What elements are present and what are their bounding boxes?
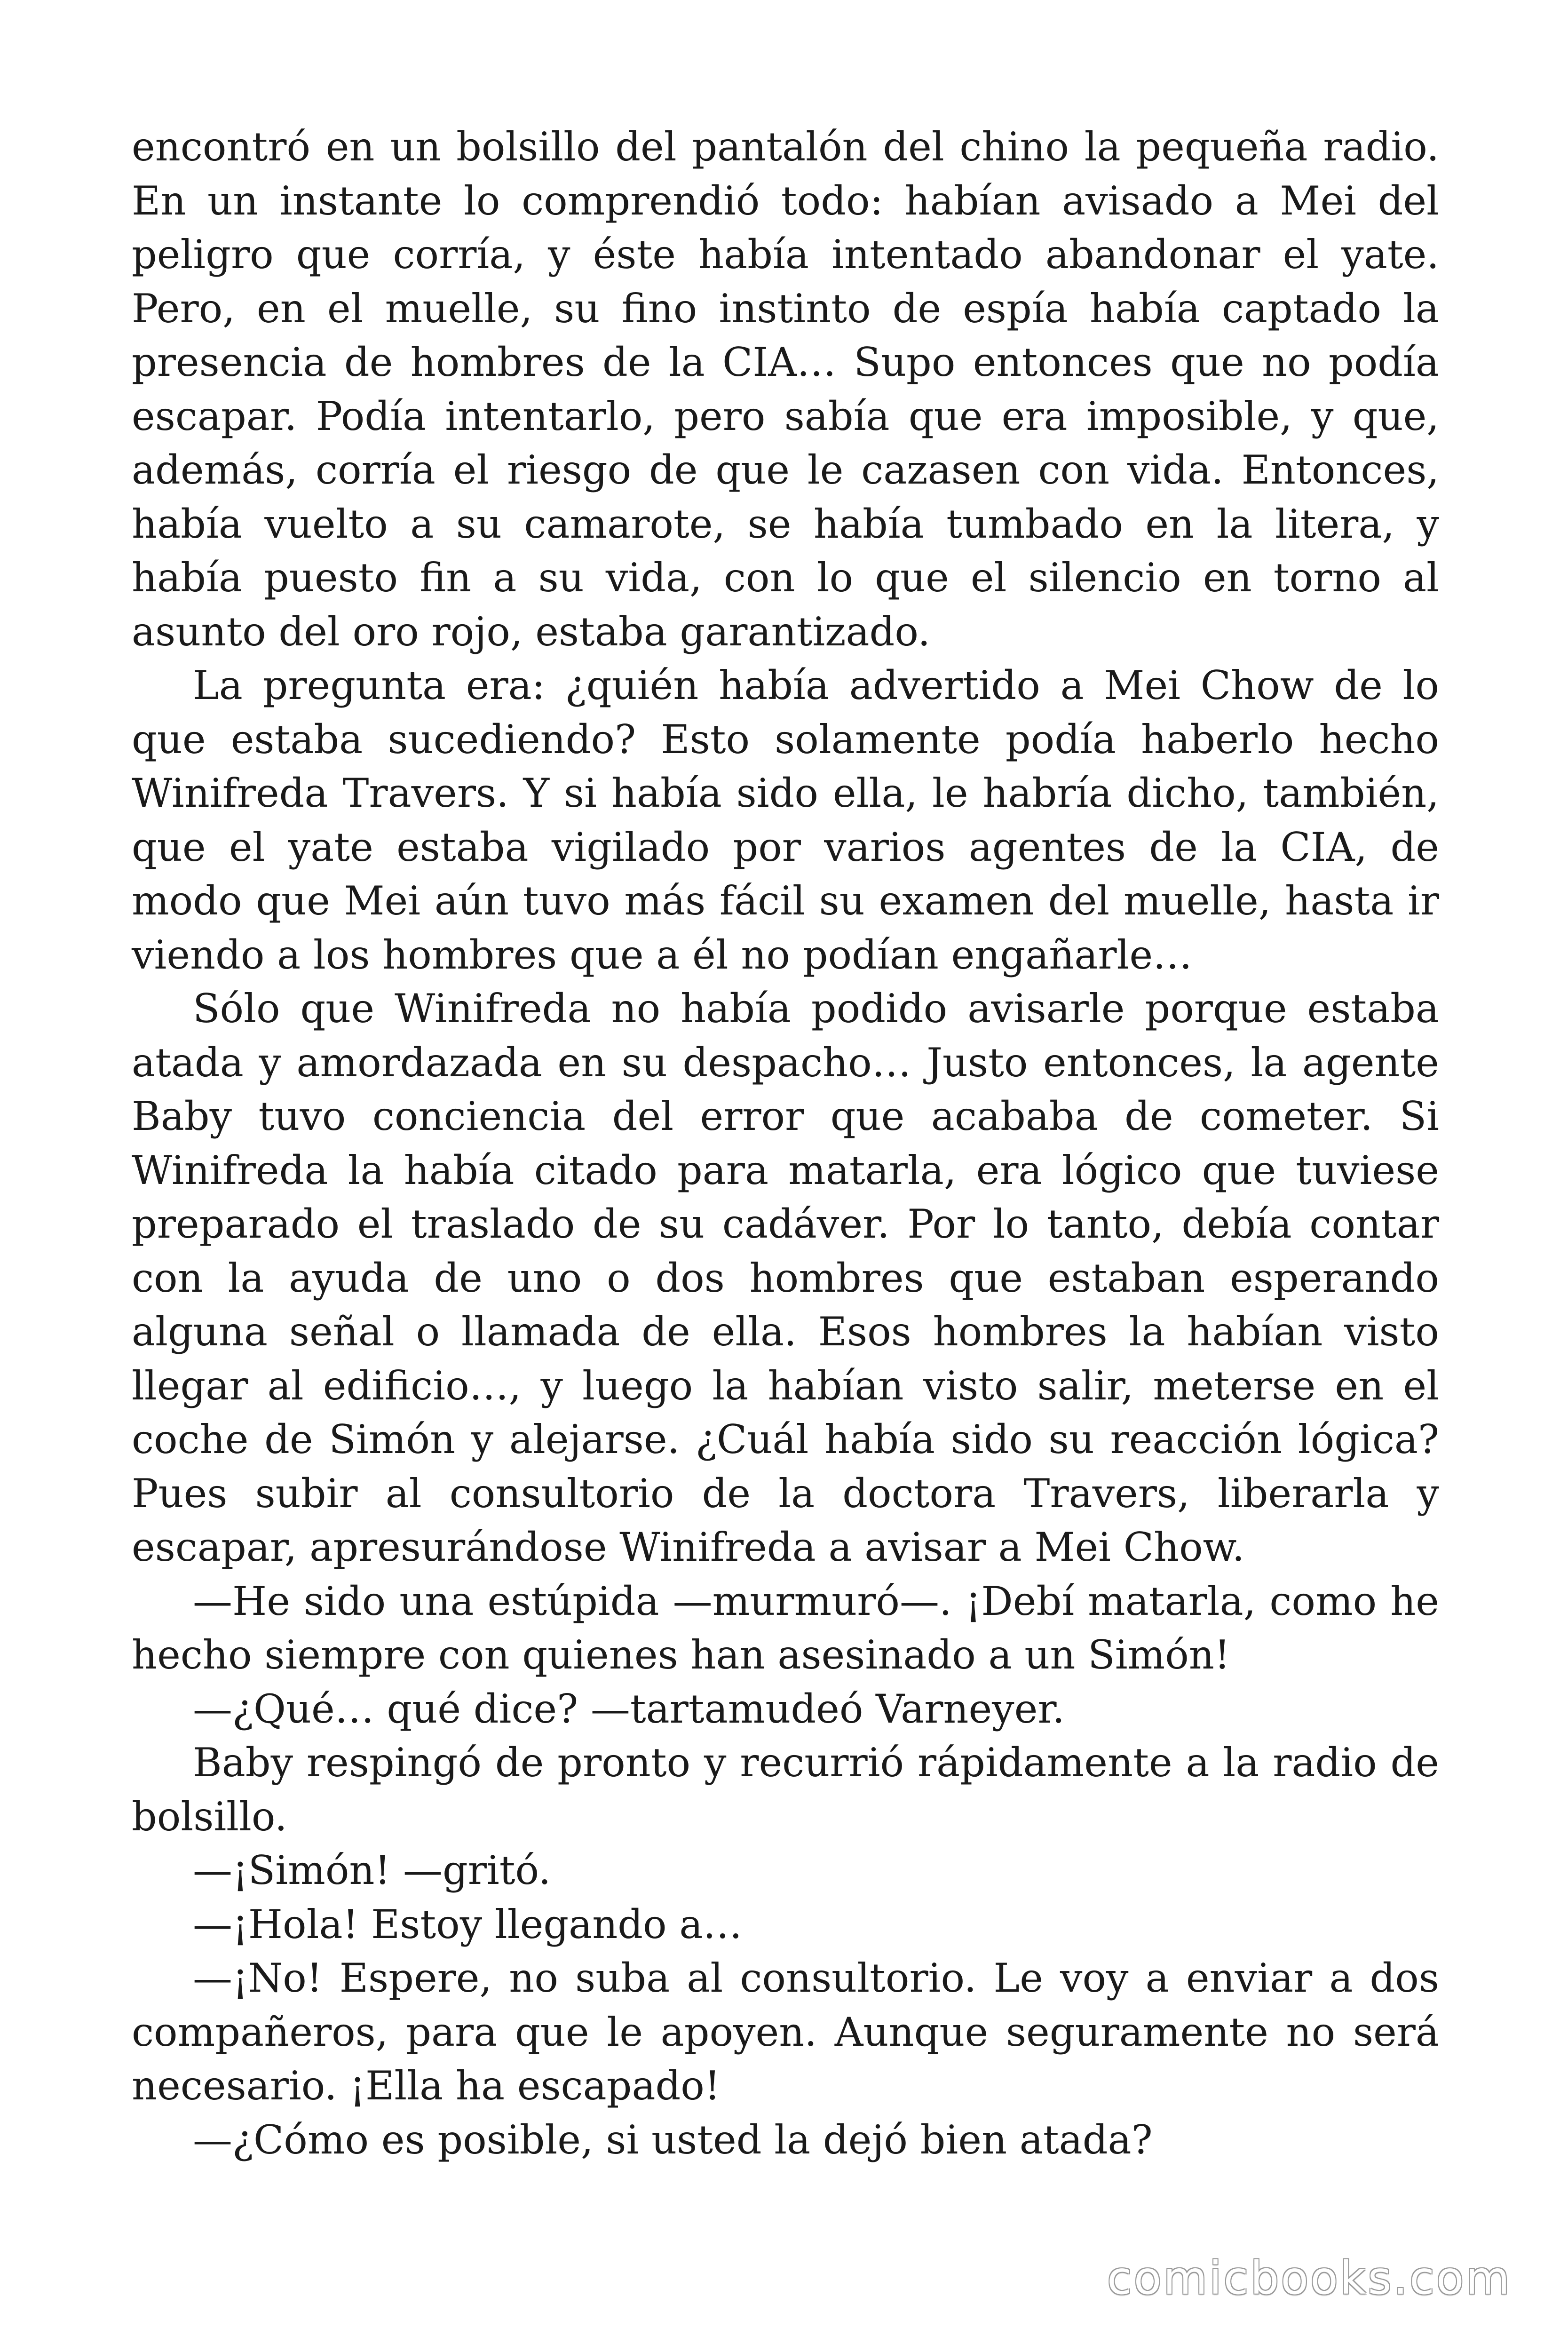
dialogue-line-5: —¡No! Espere, no suba al consultorio. Le voy a enviar a dos compañeros, para que le apoyen. Aunque seguramente no será necesario. ¡Ella ha escapado! (132, 1955, 1439, 2109)
paragraph-3: Sólo que Winifreda no había podido avisarle porque estaba atada y amordazada en su despacho… Justo entonces, la agente Baby tuvo conciencia del error que acababa de cometer. Si Winifreda la había citado para matarla, era lógico que tuviese preparado el traslado de su cadáver. Por lo tanto, debía contar con la ayuda de uno o dos hombres que estaban esperando alguna señal o llamada de ella. Esos hombres la habían visto llegar al edificio…, y luego la habían visto salir, meterse en el coche de Simón y alejarse. ¿Cuál había sido su reacción lógica? Pues subir al consultorio de la doctora Travers, liberarla y escapar, apresurándose Winifreda a avisar a Mei Chow. (132, 985, 1439, 1570)
paragraph-1: encontró en un bolsillo del pantalón del chino la pequeña radio. En un instante lo comprendió todo: habían avisado a Mei del peligro que corría, y éste había intentado abandonar el yate. Pero, en el muelle, su fino instinto de espía había captado la presencia de hombres de la CIA… Supo entonces que no podía escapar. Podía intentarlo, pero sabía que era imposible, y que, además, corría el riesgo de que le cazasen con vida. Entonces, había vuelto a su camarote, se había tumbado en la litera, y había puesto fin a su vida, con lo que el silencio en torno al asunto del oro rojo, estaba garantizado. (132, 124, 1439, 655)
watermark-logo: comicbooks.com (1107, 2252, 1512, 2304)
paragraph-4: Baby respingó de pronto y recurrió rápidamente a la radio de bolsillo. (132, 1740, 1439, 1840)
dialogue-line-3: —¡Simón! —gritó. (193, 1847, 551, 1893)
book-page-text (132, 120, 1439, 2167)
dialogue-line-4: —¡Hola! Estoy llegando a… (193, 1901, 743, 1947)
dialogue-line-1: —He sido una estúpida —murmuró—. ¡Debí matarla, como he hecho siempre con quienes han asesinado a un Simón! (132, 1578, 1439, 1678)
dialogue-line-6: —¿Cómo es posible, si usted la dejó bien atada? (193, 2116, 1153, 2163)
dialogue-line-2: —¿Qué… qué dice? —tartamudeó Varneyer. (193, 1685, 1065, 1732)
paragraph-2: La pregunta era: ¿quién había advertido a Mei Chow de lo que estaba sucediendo? Esto solamente podía haberlo hecho Winifreda Travers. Y si había sido ella, le habría dicho, también, que el yate estaba vigilado por varios agentes de la CIA, de modo que Mei aún tuvo más fácil su examen del muelle, hasta ir viendo a los hombres que a él no podían engañarle… (132, 662, 1439, 978)
